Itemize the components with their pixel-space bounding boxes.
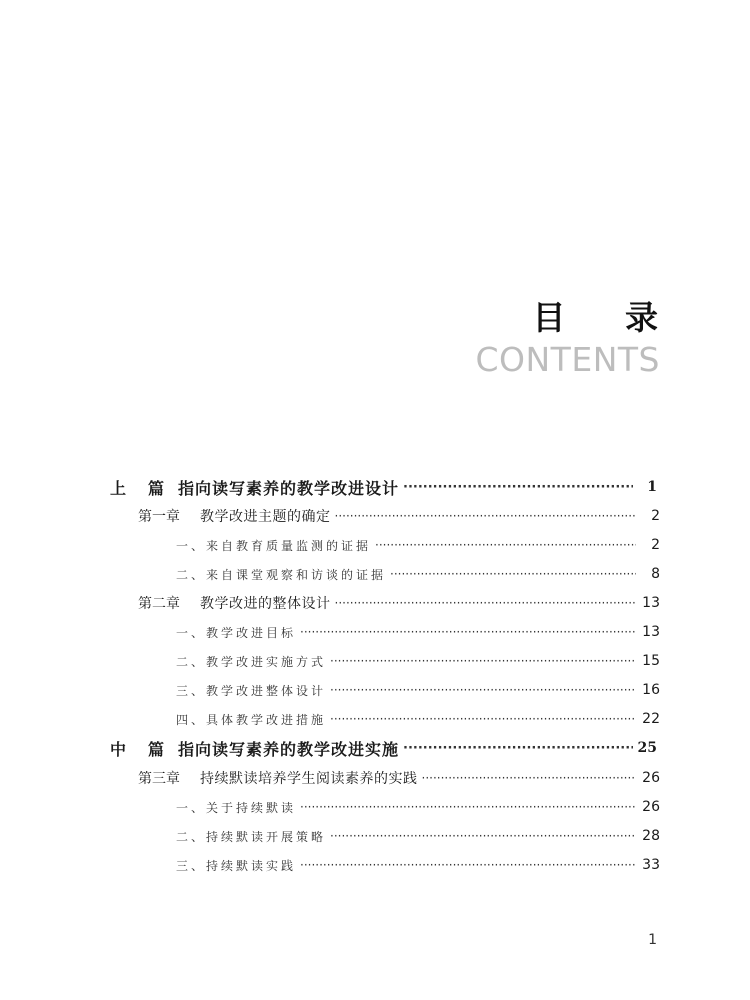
section-title: 三、教学改进整体设计 bbox=[176, 683, 327, 698]
chapter-title: 教学改进主题的确定 bbox=[200, 509, 331, 525]
page-number: 33 bbox=[642, 857, 660, 873]
part-label: 中篇 bbox=[110, 739, 187, 759]
toc-section-entry[interactable] bbox=[176, 533, 660, 557]
leader-dots bbox=[330, 654, 636, 668]
leader-dots bbox=[403, 741, 633, 756]
toc-section-entry[interactable] bbox=[176, 620, 660, 644]
part-label: 上篇 bbox=[110, 478, 187, 498]
section-title: 一、关于持续默读 bbox=[176, 800, 297, 815]
section-title: 二、来自课堂观察和访谈的证据 bbox=[176, 567, 387, 582]
chapter-title: 教学改进的整体设计 bbox=[200, 596, 331, 612]
chapter-title: 持续默读培养学生阅读素养的实践 bbox=[200, 771, 418, 787]
page-number: 22 bbox=[642, 711, 660, 727]
toc-section-entry[interactable] bbox=[176, 649, 660, 673]
section-title: 四、具体教学改进措施 bbox=[176, 712, 327, 727]
page-number: 15 bbox=[642, 653, 660, 669]
toc-chapter-entry[interactable] bbox=[138, 591, 660, 615]
toc-part-entry[interactable] bbox=[110, 475, 657, 499]
page-number: 13 bbox=[642, 624, 660, 640]
section-title: 二、持续默读开展策略 bbox=[176, 829, 327, 844]
toc-section-entry[interactable] bbox=[176, 824, 660, 848]
leader-dots bbox=[300, 625, 636, 639]
leader-dots bbox=[300, 800, 636, 814]
section-title: 一、教学改进目标 bbox=[176, 625, 297, 640]
leader-dots bbox=[335, 509, 637, 523]
toc-section-entry[interactable] bbox=[176, 707, 660, 731]
page-number: 16 bbox=[642, 682, 660, 698]
page-number: 2 bbox=[651, 508, 660, 524]
page-number: 25 bbox=[637, 740, 657, 756]
chapter-label: 第一章 bbox=[138, 509, 180, 525]
toc-part-entry[interactable] bbox=[110, 736, 657, 760]
leader-dots bbox=[330, 829, 636, 843]
footer-page-number: 1 bbox=[648, 932, 657, 948]
leader-dots bbox=[330, 683, 636, 697]
toc-section-entry[interactable] bbox=[176, 853, 660, 877]
toc-section-entry[interactable] bbox=[176, 795, 660, 819]
leader-dots bbox=[330, 712, 636, 726]
toc-title-english: CONTENTS bbox=[475, 340, 660, 379]
toc-chapter-entry[interactable] bbox=[138, 504, 660, 528]
page-number: 26 bbox=[642, 799, 660, 815]
leader-dots bbox=[390, 567, 636, 581]
page-number: 26 bbox=[642, 770, 660, 786]
page-number: 13 bbox=[642, 595, 660, 611]
page-number: 8 bbox=[651, 566, 660, 582]
page-number: 1 bbox=[647, 479, 657, 495]
toc-title: 目 录 bbox=[532, 298, 682, 337]
part-title: 指向读写素养的教学改进设计 bbox=[178, 478, 400, 498]
chapter-label: 第二章 bbox=[138, 596, 180, 612]
leader-dots bbox=[403, 480, 633, 495]
section-title: 二、教学改进实施方式 bbox=[176, 654, 327, 669]
section-title: 三、持续默读实践 bbox=[176, 858, 297, 873]
toc-section-entry[interactable] bbox=[176, 678, 660, 702]
chapter-label: 第三章 bbox=[138, 771, 180, 787]
leader-dots bbox=[422, 771, 637, 785]
leader-dots bbox=[375, 538, 636, 552]
part-title: 指向读写素养的教学改进实施 bbox=[178, 739, 400, 759]
leader-dots bbox=[335, 596, 637, 610]
toc-section-entry[interactable] bbox=[176, 562, 660, 586]
leader-dots bbox=[300, 858, 636, 872]
section-title: 一、来自教育质量监测的证据 bbox=[176, 538, 372, 553]
page-number: 2 bbox=[651, 537, 660, 553]
page-number: 28 bbox=[642, 828, 660, 844]
toc-chapter-entry[interactable] bbox=[138, 766, 660, 790]
